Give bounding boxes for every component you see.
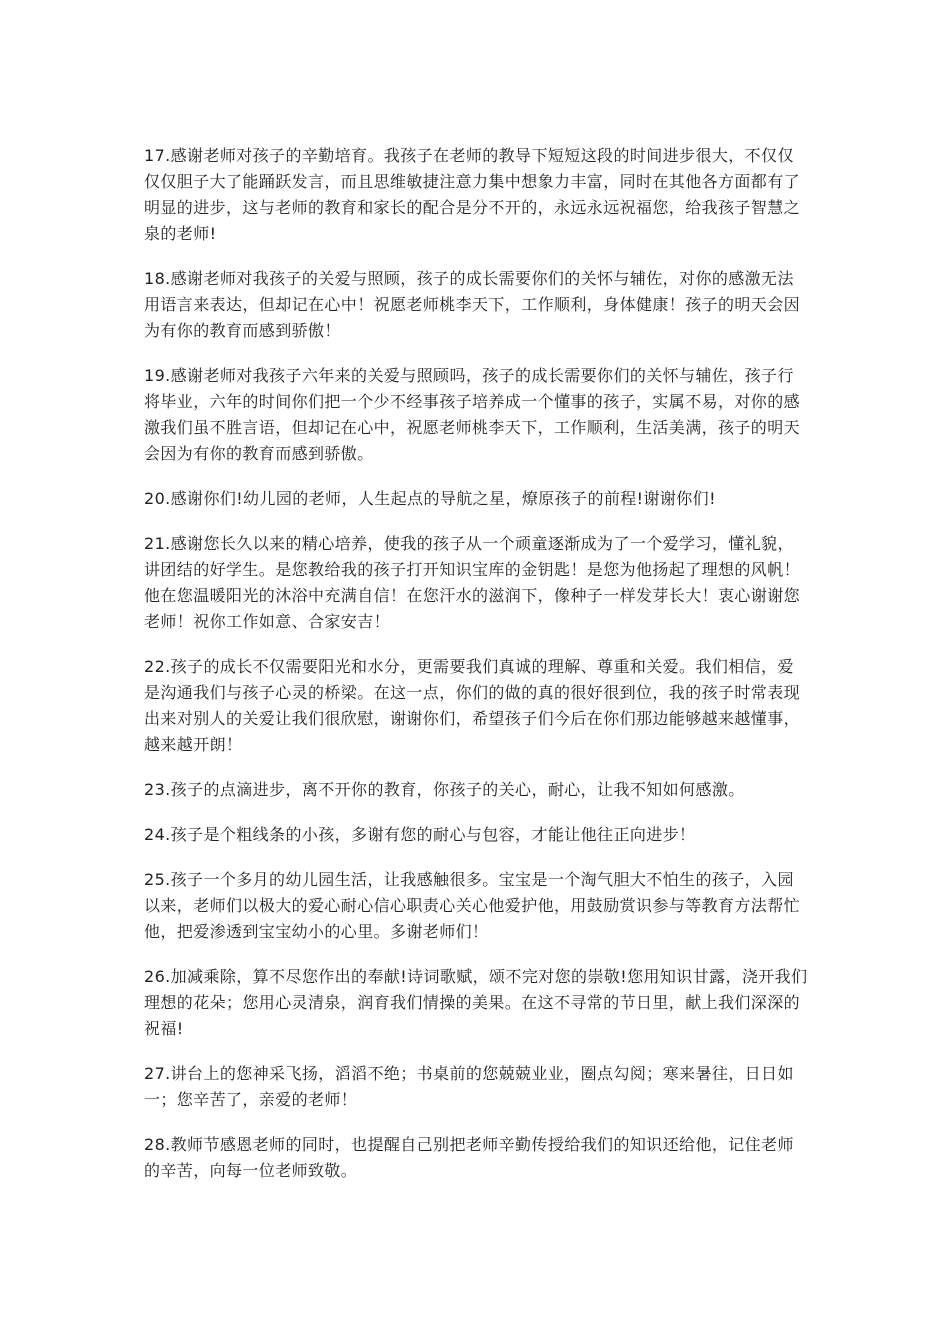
paragraph-25: 25.孩子一个多月的幼儿园生活，让我感触很多。宝宝是一个淘气胆大不怕生的孩子，入园以来，老师们以极大的爱心耐心信心职责心关心他爱护他，用鼓励赏识参与等教育方法帮忙他，把爱渗透到宝宝幼小的心里。多谢老师们！ bbox=[144, 870, 801, 941]
paragraph-17: 17.感谢老师对孩子的辛勤培育。我孩子在老师的教导下短短这段的时间进步很大，不仅仅仅仅胆子大了能踊跃发言，而且思维敏捷注意力集中想象力丰富，同时在其他各方面都有了明显的进步，这与老师的教育和家长的配合是分不开的，永远永远祝福您，给我孩子智慧之泉的老师! bbox=[144, 146, 801, 243]
paragraph-23: 23.孩子的点滴进步，离不开你的教育，你孩子的关心，耐心，让我不知如何感激。 bbox=[144, 780, 745, 799]
document-body bbox=[144, 143, 808, 1203]
paragraph-27: 27.讲台上的您神采飞扬，滔滔不绝；书桌前的您兢兢业业，圈点勾阅；寒来暑往，日日如一；您辛苦了，亲爱的老师！ bbox=[144, 1064, 794, 1109]
paragraph-24: 24.孩子是个粗线条的小孩，多谢有您的耐心与包容，才能让他往正向进步！ bbox=[144, 825, 696, 844]
paragraph-20: 20.感谢你们!幼儿园的老师，人生起点的导航之星，燎原孩子的前程!谢谢你们! bbox=[144, 489, 716, 508]
paragraph-28: 28.教师节感恩老师的同时，也提醒自己别把老师辛勤传授给我们的知识还给他，记住老师的辛苦，向每一位老师致敬。 bbox=[144, 1135, 794, 1180]
paragraph-18: 18.感谢老师对我孩子的关爱与照顾，孩子的成长需要你们的关怀与辅佐，对你的感激无法用语言来表达，但却记在心中！祝愿老师桃李天下，工作顺利，身体健康！孩子的明天会因为有你的教育而感到骄傲！ bbox=[144, 269, 801, 340]
paragraph-21: 21.感谢您长久以来的精心培养，使我的孩子从一个顽童逐渐成为了一个爱学习，懂礼貌，讲团结的好学生。是您教给我的孩子打开知识宝库的金钥匙！是您为他扬起了理想的风帆！他在您温暖阳光的沐浴中充满自信！在您汗水的滋润下，像种子一样发芽长大！衷心谢谢您老师！祝你工作如意、合家安吉！ bbox=[144, 534, 801, 631]
paragraph-26: 26.加减乘除，算不尽您作出的奉献!诗词歌赋，颂不完对您的崇敬!您用知识甘露，浇开我们理想的花朵；您用心灵清泉，润育我们情操的美果。在这不寻常的节日里，献上我们深深的祝福! bbox=[144, 967, 808, 1038]
paragraph-22: 22.孩子的成长不仅需要阳光和水分，更需要我们真诚的理解、尊重和关爱。我们相信，爱是沟通我们与孩子心灵的桥梁。在这一点，你们的做的真的很好很到位，我的孩子时常表现出来对别人的关爱让我们很欣慰，谢谢你们，希望孩子们今后在你们那边能够越来越懂事，越来越开朗！ bbox=[144, 657, 801, 754]
paragraph-19: 19.感谢老师对我孩子六年来的关爱与照顾吗，孩子的成长需要你们的关怀与辅佐，孩子行将毕业，六年的时间你们把一个少不经事孩子培养成一个懂事的孩子，实属不易，对你的感激我们虽不胜言语，但却记在心中，祝愿老师桃李天下，工作顺利，生活美满，孩子的明天会因为有你的教育而感到骄傲。 bbox=[144, 366, 801, 463]
